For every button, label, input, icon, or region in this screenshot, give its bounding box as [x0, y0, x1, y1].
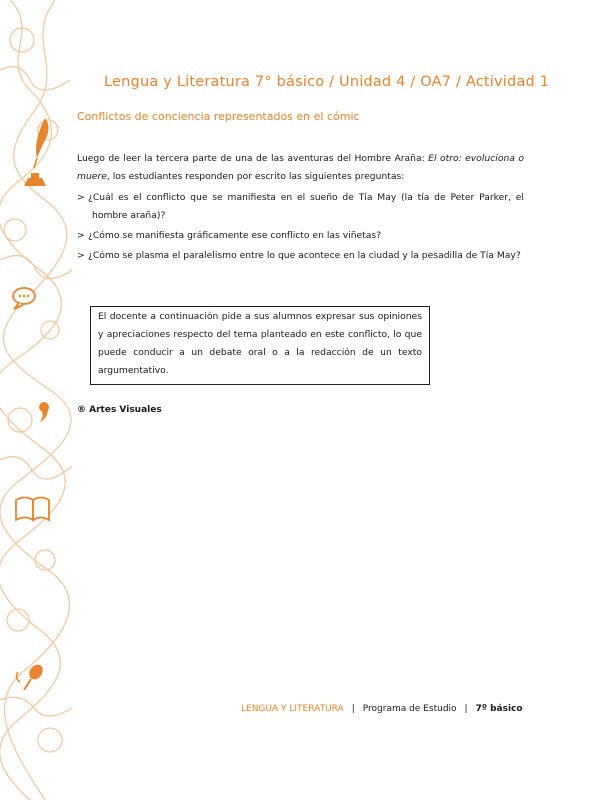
question-item: [77, 247, 524, 265]
teacher-note-text: El docente a continuación pide a sus alumnos expresar sus opiniones y apreciaciones respecto del tema planteado en este conflicto, lo que puede conducir a un debate oral o a la redacción de un texto argumentativo.: [98, 311, 422, 376]
activity-subtitle: Conflictos de conciencia representados en el cómic: [77, 110, 360, 123]
activity-title: Lengua y Literatura 7° básico / Unidad 4 / OA7 / Actividad 1: [104, 74, 550, 90]
speech-bubble-icon: [13, 288, 35, 309]
question-item: [77, 227, 524, 245]
question-text: ¿Cómo se manifiesta gráficamente ese conflicto en las viñetas?: [88, 230, 382, 241]
bullet-arrow: >: [77, 230, 85, 241]
question-text: ¿Cómo se plasma el paralelismo entre lo que acontece en la ciudad y la pesadilla de Tía May?: [88, 250, 521, 261]
teacher-note-box: [90, 306, 430, 385]
comic-title: El otro: evoluciona o muere: [77, 153, 524, 182]
footer-grade: 7º básico: [475, 704, 523, 714]
open-book-icon: [16, 498, 49, 521]
decorative-margin: [0, 0, 72, 800]
footer-program: Programa de Estudio: [362, 704, 457, 714]
intro-paragraph: [77, 150, 524, 186]
page-footer: [241, 704, 523, 714]
intro-text-after: , los estudiantes responden por escrito las siguientes preguntas:: [106, 171, 405, 182]
bullet-arrow: >: [77, 250, 85, 261]
comma-icon: [39, 402, 49, 422]
related-subject: ® Artes Visuales: [77, 405, 162, 415]
question-item: [77, 189, 524, 225]
intro-text-before: Luego de leer la tercera parte de una de las aventuras del Hombre Araña:: [77, 153, 429, 164]
footer-separator: |: [464, 704, 468, 714]
microphone-icon: [16, 662, 45, 690]
bullet-arrow: >: [77, 192, 85, 203]
footer-separator: |: [351, 704, 355, 714]
question-text: ¿Cuál es el conflicto que se manifiesta en el sueño de Tía May (la tía de Peter Parker, el hombre araña)?: [88, 192, 524, 221]
ink-bottle-icon: [24, 173, 46, 186]
footer-subject: LENGUA Y LITERATURA: [241, 704, 344, 714]
question-list: [77, 189, 524, 267]
quill-pen-icon: [34, 118, 49, 168]
